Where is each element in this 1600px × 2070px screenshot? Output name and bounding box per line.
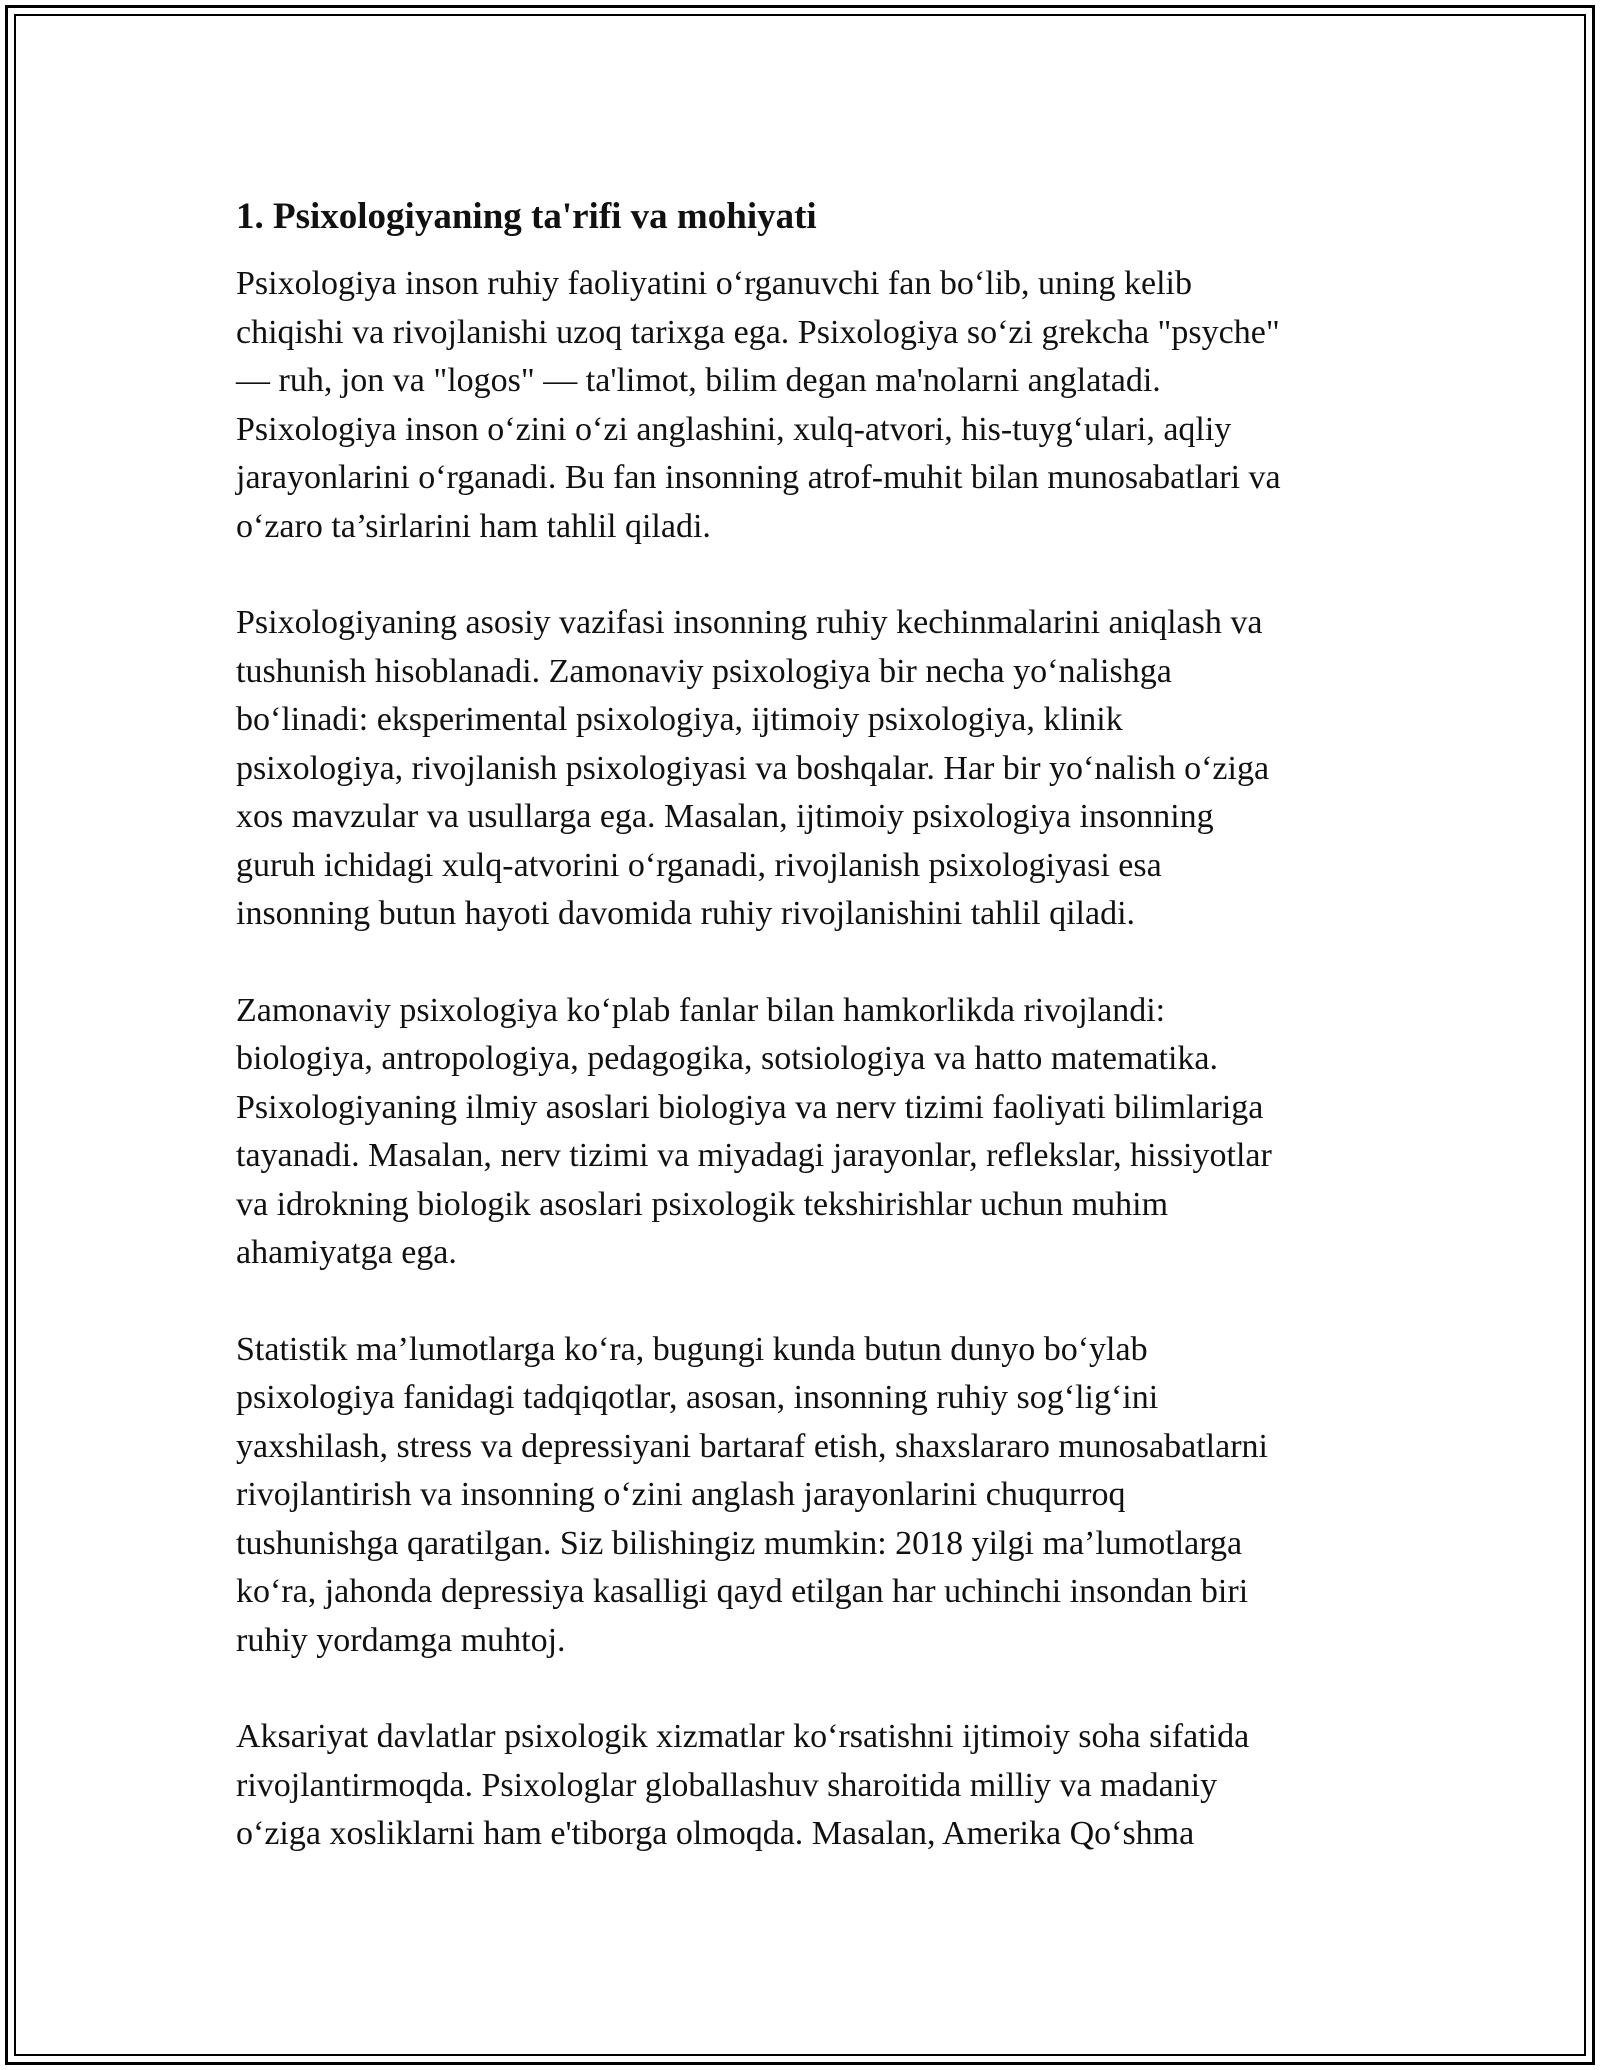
paragraph-line: o‘ziga xosliklarni ham e'tiborga olmoqda. Masalan, Amerika Qo‘shma	[236, 1815, 1195, 1852]
paragraph-line: guruh ichidagi xulq-atvorini o‘rganadi, rivojlanish psixologiyasi esa	[236, 846, 1162, 884]
paragraph-line: rivojlantirmoqda. Psixologlar globallashuv sharoitida milliy va madaniy	[236, 1766, 1218, 1804]
paragraph-line: Psixologiyaning asosiy vazifasi insonning ruhiy kechinmalarini aniqlash va	[236, 604, 1263, 641]
paragraph-5	[236, 1713, 1366, 1859]
paragraph-line: yaxshilash, stress va depressiyani bartaraf etish, shaxslararo munosabatlarni	[236, 1427, 1268, 1465]
paragraph-line: biologiya, antropologiya, pedagogika, sotsiologiya va hatto matematika.	[236, 1040, 1218, 1077]
paragraph-line: ko‘ra, jahonda depressiya kasalligi qayd etilgan har uchinchi insondan biri	[236, 1573, 1249, 1610]
document-body	[236, 180, 1366, 1907]
paragraph-2	[236, 599, 1366, 939]
paragraph-line: Psixologiyaning ilmiy asoslari biologiya va nerv tizimi faoliyati bilimlariga	[236, 1088, 1264, 1126]
paragraph-line: tayanadi. Masalan, nerv tizimi va miyadagi jarayonlar, reflekslar, hissiyotlar	[236, 1137, 1272, 1174]
paragraph-4	[236, 1326, 1366, 1666]
paragraph-line: ruhiy yordamga muhtoj.	[236, 1621, 566, 1659]
paragraph-line: bo‘linadi: eksperimental psixologiya, ijtimoiy psixologiya, klinik	[236, 701, 1123, 738]
paragraph-line: rivojlantirish va insonning o‘zini anglash jarayonlarini chuqurroq	[236, 1476, 1126, 1513]
paragraph-line: insonning butun hayoti davomida ruhiy rivojlanishini tahlil qiladi.	[236, 895, 1136, 932]
paragraph-line: Zamonaviy psixologiya ko‘plab fanlar bilan hamkorlikda rivojlandi:	[236, 991, 1166, 1029]
paragraph-line: psixologiya fanidagi tadqiqotlar, asosan, insonning ruhiy sog‘lig‘ini	[236, 1379, 1159, 1416]
paragraph-line: — ruh, jon va "logos" — ta'limot, bilim degan ma'nolarni anglatadi.	[236, 362, 1161, 399]
paragraph-line: Statistik ma’lumotlarga ko‘ra, bugungi kunda butun dunyo bo‘ylab	[236, 1330, 1148, 1368]
paragraph-line: xos mavzular va usullarga ega. Masalan, ijtimoiy psixologiya insonning	[236, 798, 1214, 835]
paragraph-line: tushunish hisoblanadi. Zamonaviy psixologiya bir necha yo‘nalishga	[236, 652, 1172, 690]
paragraph-line: jarayonlarini o‘rganadi. Bu fan insonning atrof-muhit bilan munosabatlari va	[236, 459, 1281, 496]
paragraph-3	[236, 987, 1366, 1278]
paragraph-line: psixologiya, rivojlanish psixologiyasi va boshqalar. Har bir yo‘nalish o‘ziga	[236, 749, 1270, 787]
paragraph-line: Psixologiya inson o‘zini o‘zi anglashini, xulq-atvori, his-tuyg‘ulari, aqliy	[236, 410, 1232, 448]
paragraph-1	[236, 260, 1366, 551]
paragraph-line: o‘zaro ta’sirlarini ham tahlil qiladi.	[236, 507, 711, 545]
paragraph-line: ahamiyatga ega.	[236, 1234, 457, 1271]
paragraph-line: Psixologiya inson ruhiy faoliyatini o‘rganuvchi fan bo‘lib, uning kelib	[236, 265, 1192, 302]
paragraph-line: Aksariyat davlatlar psixologik xizmatlar ko‘rsatishni ijtimoiy soha sifatida	[236, 1718, 1250, 1755]
section-heading: 1. Psixologiyaning ta'rifi va mohiyati	[236, 196, 817, 237]
paragraph-line: va idrokning biologik asoslari psixologik tekshirishlar uchun muhim	[236, 1185, 1169, 1223]
paragraph-line: chiqishi va rivojlanishi uzoq tarixga ega. Psixologiya so‘zi grekcha "psyche"	[236, 313, 1280, 351]
paragraph-line: tushunishga qaratilgan. Siz bilishingiz mumkin: 2018 yilgi ma’lumotlarga	[236, 1524, 1243, 1562]
